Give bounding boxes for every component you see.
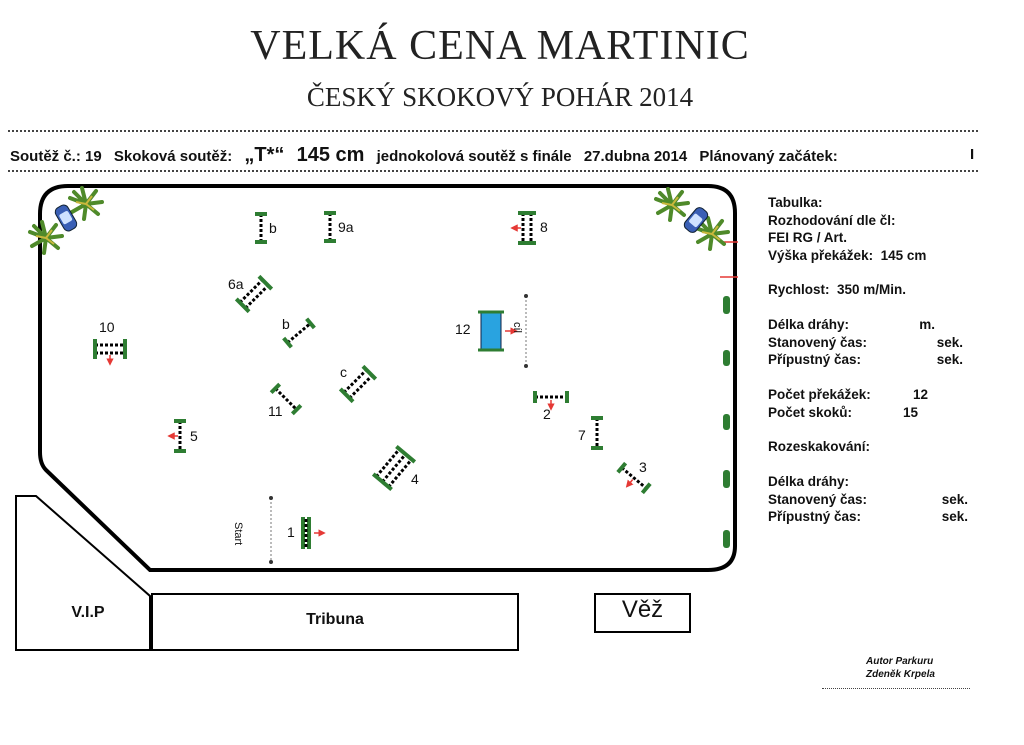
obstacle-label: 7	[578, 427, 586, 443]
competition-no: Soutěž č.: 19	[10, 148, 102, 165]
hedge-group	[723, 296, 730, 548]
competition-date: 27.dubna 2014	[583, 148, 688, 165]
vez-label: Věž	[621, 596, 664, 623]
jumpoff-block: Délka dráhy: Stanovený čas: sek. Přípustný čas: sek.	[768, 474, 968, 524]
palm-icon	[30, 222, 62, 253]
course-length-block: Délka dráhy: m. Stanovený čas: sek. Přípustný čas: sek.	[768, 317, 963, 367]
palm-icon	[656, 189, 688, 220]
page-title: VELKÁ CENA MARTINIC	[250, 23, 750, 69]
obstacle-label: 1	[287, 524, 295, 540]
obstacle-label: c	[340, 364, 347, 380]
obstacle-1	[303, 517, 322, 549]
palm-icon	[70, 188, 102, 219]
obstacle-label: 8	[540, 219, 548, 235]
finish-label: cíl	[511, 322, 523, 333]
obstacle-label: b	[269, 220, 277, 236]
competition-format: jednokolová soutěž s finále	[376, 148, 572, 165]
vip-label: V.I.P	[71, 604, 105, 621]
competition-type: Skoková soutěž:	[113, 148, 233, 165]
course-info-panel	[768, 194, 998, 264]
obstacle-12	[478, 312, 514, 350]
obstacle-label: 4	[411, 471, 419, 487]
jumpoff-label: Rozeskakování:	[768, 439, 871, 454]
car-icon	[53, 203, 78, 233]
signature-line	[822, 688, 970, 689]
obstacle-10	[95, 339, 125, 362]
obstacle-9b	[255, 214, 267, 242]
competition-height: 145 cm	[296, 144, 365, 166]
obstacle-5	[171, 421, 186, 451]
tabulka-label: Tabulka:	[768, 195, 823, 210]
obstacle-label: 2	[543, 406, 551, 422]
obstacle-label: 10	[99, 319, 115, 335]
obstacle-label: 9a	[338, 219, 354, 235]
obstacle-label: b	[282, 316, 290, 332]
tribuna-label: Tribuna	[306, 611, 364, 628]
competition-category: „T*“	[244, 144, 285, 166]
vyska-row: Výška překážek: 145 cm	[768, 247, 927, 263]
info-bar-cut: I	[970, 146, 975, 163]
obstacle-label: 5	[190, 428, 198, 444]
obstacle-7	[591, 418, 603, 448]
obstacle-2	[535, 391, 567, 407]
obstacle-label: 12	[455, 321, 471, 337]
page-subtitle: ČESKÝ SKOKOVÝ POHÁR 2014	[306, 82, 694, 112]
obstacle-8	[514, 213, 536, 243]
planned-start-label: Plánovaný začátek:	[699, 148, 838, 165]
author-block: Autor Parkuru Zdeněk Krpela	[866, 656, 935, 680]
obstacle-9a	[324, 213, 336, 241]
obstacle-4	[373, 446, 415, 489]
obstacle-label: 3	[639, 459, 647, 475]
obstacle-label: 6a	[228, 276, 244, 292]
arena-boundary	[40, 186, 735, 570]
fei-label: FEI RG / Art.	[768, 230, 848, 245]
count-block: Počet překážek: 12 Počet skoků: 15	[768, 387, 928, 420]
vip-building	[16, 496, 150, 650]
speed-row: Rychlost: 350 m/Min.	[768, 282, 907, 297]
rozhodovani-label: Rozhodování dle čl:	[768, 212, 896, 228]
obstacle-label: 11	[268, 403, 283, 419]
start-label: Start	[232, 522, 244, 546]
